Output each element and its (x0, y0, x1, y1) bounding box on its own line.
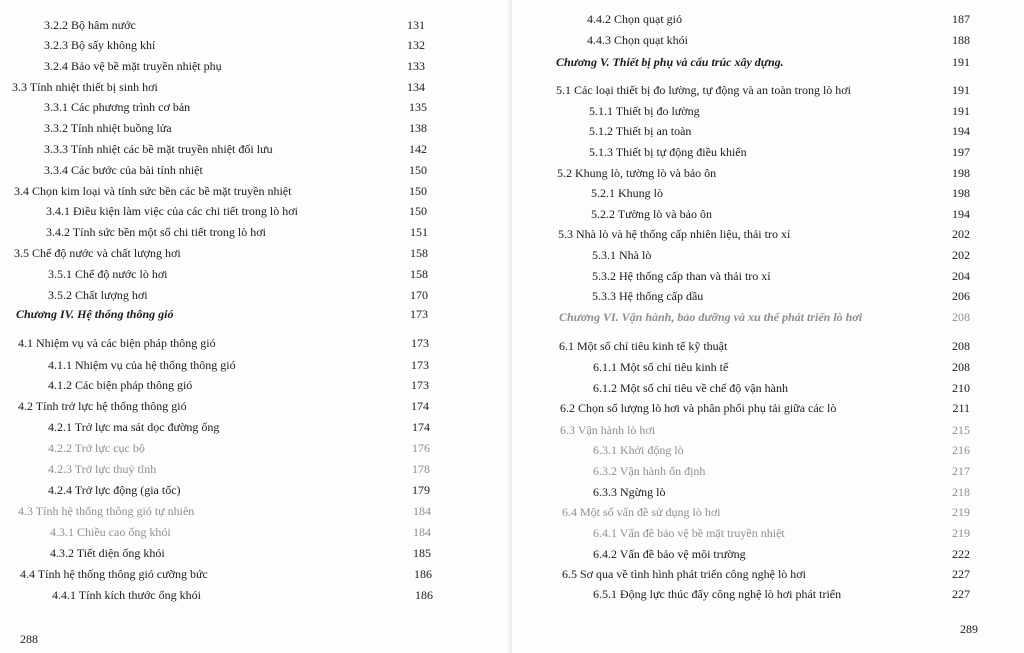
toc-entry-title: 5.2 Khung lò, tường lò và bảo ôn (557, 166, 717, 180)
toc-entry-page: 131 (407, 18, 425, 32)
toc-entry-title: 4.2.2 Trở lực cục bộ (48, 441, 145, 455)
toc-entry-title: 3.5.1 Chế độ nước lò hơi (48, 267, 168, 281)
toc-entry-page: 185 (413, 546, 431, 560)
toc-entry-page: 217 (952, 464, 970, 478)
toc-entry-title: 6.1.1 Một số chỉ tiêu kinh tế (593, 360, 729, 374)
toc-entry-title: 4.3.1 Chiều cao ống khói (50, 525, 171, 539)
toc-entry-title: 6.3 Vận hành lò hơi (560, 423, 656, 437)
toc-entry-title: 5.3 Nhà lò và hệ thống cấp nhiên liệu, thải tro xỉ (558, 227, 791, 241)
toc-entry-title: 4.1 Nhiệm vụ và các biện pháp thông gió (18, 336, 216, 350)
toc-entry-page: 150 (409, 163, 427, 177)
toc-entry (0, 118, 512, 138)
toc-entry-title: 5.1.1 Thiết bị đo lường (589, 104, 700, 118)
toc-entry-title: 6.4 Một số vấn đề sử dụng lò hơi (562, 505, 721, 519)
toc-entry (512, 204, 1024, 224)
toc-entry-page: 215 (952, 423, 970, 437)
toc-entry (0, 543, 512, 563)
toc-entry-page: 174 (412, 420, 430, 434)
toc-entry-page: 187 (952, 12, 970, 26)
toc-entry-page: 173 (410, 307, 428, 321)
toc-entry (512, 224, 1024, 244)
toc-entry-page: 158 (410, 246, 428, 260)
toc-entry-page: 194 (952, 124, 970, 138)
toc-entry-title: 4.2.1 Trở lực ma sát dọc đường ống (48, 420, 220, 434)
toc-entry (0, 56, 512, 76)
toc-entry-title: 6.3.2 Vận hành ổn định (593, 464, 706, 478)
toc-entry-title: 3.3.1 Các phương trình cơ bản (44, 100, 191, 114)
toc-entry-title: 6.1.2 Một số chỉ tiêu về chế độ vận hành (593, 381, 788, 395)
toc-entry-page: 202 (952, 227, 970, 241)
toc-entry-title: 5.2.1 Khung lò (591, 186, 663, 200)
toc-entry-title: 3.2.3 Bộ sấy không khí (44, 38, 156, 52)
toc-entry-page: 227 (952, 567, 970, 581)
toc-entry-page: 197 (952, 145, 970, 159)
toc-entry (512, 482, 1024, 502)
toc-entry (512, 544, 1024, 564)
toc-entry (512, 461, 1024, 481)
toc-entry (0, 355, 512, 375)
toc-entry-title: 3.4.1 Điều kiện làm việc của các chi tiết trong lò hơi (46, 204, 298, 218)
toc-entry-page: 208 (952, 339, 970, 353)
toc-entry-page: 218 (952, 485, 970, 499)
toc-entry (512, 420, 1024, 440)
toc-entry-page: 186 (414, 567, 432, 581)
toc-entry-page: 170 (410, 288, 428, 302)
chapter-heading (512, 52, 1024, 72)
toc-entry-title: 4.2.3 Trở lực thuỷ tĩnh (48, 462, 157, 476)
toc-entry-title: 6.4.1 Vấn đề bảo vệ bề mặt truyền nhiệt (593, 526, 785, 540)
toc-entry-page: 208 (952, 360, 970, 374)
toc-entry-title: 3.4 Chọn kim loại và tính sức bền các bề mặt truyền nhiệt (14, 184, 292, 198)
toc-entry-page: 132 (407, 38, 425, 52)
toc-entry-page: 158 (410, 267, 428, 281)
toc-entry (0, 77, 512, 97)
toc-entry (512, 584, 1024, 604)
page-number: 289 (960, 622, 978, 636)
toc-entry-title: 3.3 Tính nhiệt thiết bị sinh hơi (12, 80, 158, 94)
page-number: 288 (20, 632, 38, 646)
toc-entry-page: 179 (412, 483, 430, 497)
toc-entry-page: 178 (412, 462, 430, 476)
toc-entry (0, 201, 512, 221)
toc-entry (512, 80, 1024, 100)
toc-entry-title: 5.1 Các loại thiết bị đo lường, tự động và an toàn trong lò hơi (556, 83, 851, 97)
toc-entry-page: 173 (411, 336, 429, 350)
toc-entry-title: 4.4 Tính hệ thống thông gió cưỡng bức (20, 567, 208, 581)
toc-entry-page: 216 (952, 443, 970, 457)
toc-entry (512, 183, 1024, 203)
toc-entry (0, 285, 512, 305)
toc-entry-page: 208 (952, 310, 970, 324)
toc-entry-title: 3.5.2 Chất lượng hơi (48, 288, 148, 302)
toc-entry-page: 184 (413, 504, 431, 518)
toc-entry-page: 133 (407, 59, 425, 73)
toc-entry (512, 121, 1024, 141)
toc-entry-title: 5.1.2 Thiết bị an toàn (589, 124, 692, 138)
toc-entry (512, 378, 1024, 398)
toc-entry (512, 336, 1024, 356)
toc-entry (0, 417, 512, 437)
toc-entry (512, 523, 1024, 543)
toc-entry (512, 357, 1024, 377)
toc-entry-title: 4.4.2 Chọn quạt gió (587, 12, 682, 26)
toc-entry (0, 333, 512, 353)
toc-entry-title: 6.4.2 Vấn đề bảo vệ môi trường (593, 547, 746, 561)
toc-entry-page: 206 (952, 289, 970, 303)
toc-entry-title: 4.2.4 Trở lực động (gia tốc) (48, 483, 181, 497)
toc-entry (512, 564, 1024, 584)
toc-entry-page: 138 (409, 121, 427, 135)
toc-entry (0, 264, 512, 284)
toc-entry (512, 142, 1024, 162)
toc-entry-title: 6.1 Một số chỉ tiêu kinh tế kỹ thuật (559, 339, 728, 353)
toc-entry-title: 4.4.3 Chọn quạt khói (587, 33, 688, 47)
toc-entry-title: 4.3.2 Tiết diện ống khói (50, 546, 165, 560)
toc-entry-page: 176 (412, 441, 430, 455)
toc-entry (0, 564, 512, 584)
toc-entry (512, 245, 1024, 265)
toc-entry (0, 522, 512, 542)
toc-entry-page: 211 (952, 401, 970, 415)
toc-entry-page: 198 (952, 186, 970, 200)
toc-entry-title: 6.5 Sơ qua về tình hình phát triển công nghệ lò hơi (562, 567, 806, 581)
toc-entry (0, 459, 512, 479)
toc-entry-page: 142 (409, 142, 427, 156)
toc-entry-title: 4.2 Tính trở lực hệ thống thông gió (18, 399, 187, 413)
toc-entry-title: 4.4.1 Tính kích thước ống khói (52, 588, 201, 602)
toc-entry-page: 184 (413, 525, 431, 539)
toc-entry (0, 438, 512, 458)
toc-entry-title: 6.5.1 Động lực thúc đẩy công nghệ lò hơi phát triển (593, 587, 842, 601)
toc-entry-title: 5.3.2 Hệ thống cấp than và thải tro xỉ (592, 269, 771, 283)
toc-entry-title: 3.3.2 Tính nhiệt buồng lửa (44, 121, 172, 135)
toc-entry-title: 6.3.1 Khởi động lò (593, 443, 684, 457)
toc-entry (0, 222, 512, 242)
toc-entry-page: 210 (952, 381, 970, 395)
toc-entry-title: Chương IV. Hệ thống thông gió (16, 307, 174, 321)
toc-entry-page: 150 (409, 204, 427, 218)
toc-entry-page: 204 (952, 269, 970, 283)
toc-entry (0, 501, 512, 521)
toc-entry-title: 4.1.1 Nhiệm vụ của hệ thống thông gió (48, 358, 236, 372)
toc-entry-title: 5.3.1 Nhà lò (592, 248, 652, 262)
toc-entry (512, 101, 1024, 121)
toc-entry-page: 198 (952, 166, 970, 180)
toc-entry-title: 6.2 Chọn số lượng lò hơi và phân phối phụ tải giữa các lò (560, 401, 837, 415)
toc-entry (0, 97, 512, 117)
toc-entry-title: Chương VI. Vận hành, bảo dưỡng và xu thế phát triển lò hơi (559, 310, 863, 324)
toc-entry (0, 480, 512, 500)
toc-entry (512, 30, 1024, 50)
right-page (512, 0, 1024, 653)
toc-entry (512, 9, 1024, 29)
toc-entry (0, 35, 512, 55)
toc-entry-page: 135 (409, 100, 427, 114)
toc-entry-title: 5.2.2 Tường lò và bảo ôn (591, 207, 712, 221)
toc-entry-page: 151 (410, 225, 428, 239)
toc-entry-page: 191 (952, 104, 970, 118)
toc-entry-page: 219 (952, 505, 970, 519)
toc-entry-title: 5.1.3 Thiết bị tự động điều khiển (589, 145, 747, 159)
chapter-heading (512, 307, 1024, 327)
toc-entry-page: 150 (409, 184, 427, 198)
toc-entry (0, 396, 512, 416)
toc-entry-page: 173 (411, 378, 429, 392)
toc-entry-page: 222 (952, 547, 970, 561)
toc-entry-page: 194 (952, 207, 970, 221)
chapter-heading (0, 304, 512, 324)
toc-entry-title: 3.2.4 Bảo vệ bề mặt truyền nhiệt phụ (44, 59, 222, 73)
toc-entry (0, 243, 512, 263)
toc-entry-page: 202 (952, 248, 970, 262)
toc-entry-page: 227 (952, 587, 970, 601)
toc-entry-page: 134 (407, 80, 425, 94)
toc-entry-title: Chương V. Thiết bị phụ và cấu trúc xây dựng. (556, 55, 784, 69)
toc-entry-title: 3.3.3 Tính nhiệt các bề mặt truyền nhiệt đối lưu (44, 142, 273, 156)
toc-entry (512, 266, 1024, 286)
toc-entry-page: 188 (952, 33, 970, 47)
toc-entry (0, 15, 512, 35)
toc-entry (0, 181, 512, 201)
toc-entry-title: 3.2.2 Bộ hâm nước (44, 18, 136, 32)
toc-entry (0, 585, 512, 605)
toc-entry (512, 398, 1024, 418)
toc-entry-title: 3.3.4 Các bước của bài tính nhiệt (44, 163, 203, 177)
toc-entry-title: 5.3.3 Hệ thống cấp dầu (592, 289, 704, 303)
toc-entry (512, 163, 1024, 183)
toc-entry (0, 160, 512, 180)
toc-entry-title: 3.5 Chế độ nước và chất lượng hơi (14, 246, 181, 260)
toc-entry (512, 286, 1024, 306)
toc-entry-page: 191 (952, 83, 970, 97)
toc-entry-page: 219 (952, 526, 970, 540)
toc-entry (0, 139, 512, 159)
toc-entry (512, 502, 1024, 522)
toc-entry-page: 173 (411, 358, 429, 372)
toc-entry-title: 3.4.2 Tính sức bền một số chi tiết trong lò hơi (46, 225, 266, 239)
toc-entry (0, 375, 512, 395)
toc-entry-page: 174 (411, 399, 429, 413)
toc-entry (512, 440, 1024, 460)
toc-entry-page: 186 (415, 588, 433, 602)
toc-entry-title: 6.3.3 Ngừng lò (593, 485, 666, 499)
toc-entry-title: 4.3 Tính hệ thống thông gió tự nhiên (18, 504, 195, 518)
toc-entry-page: 191 (952, 55, 970, 69)
toc-entry-title: 4.1.2 Các biện pháp thông gió (48, 378, 193, 392)
